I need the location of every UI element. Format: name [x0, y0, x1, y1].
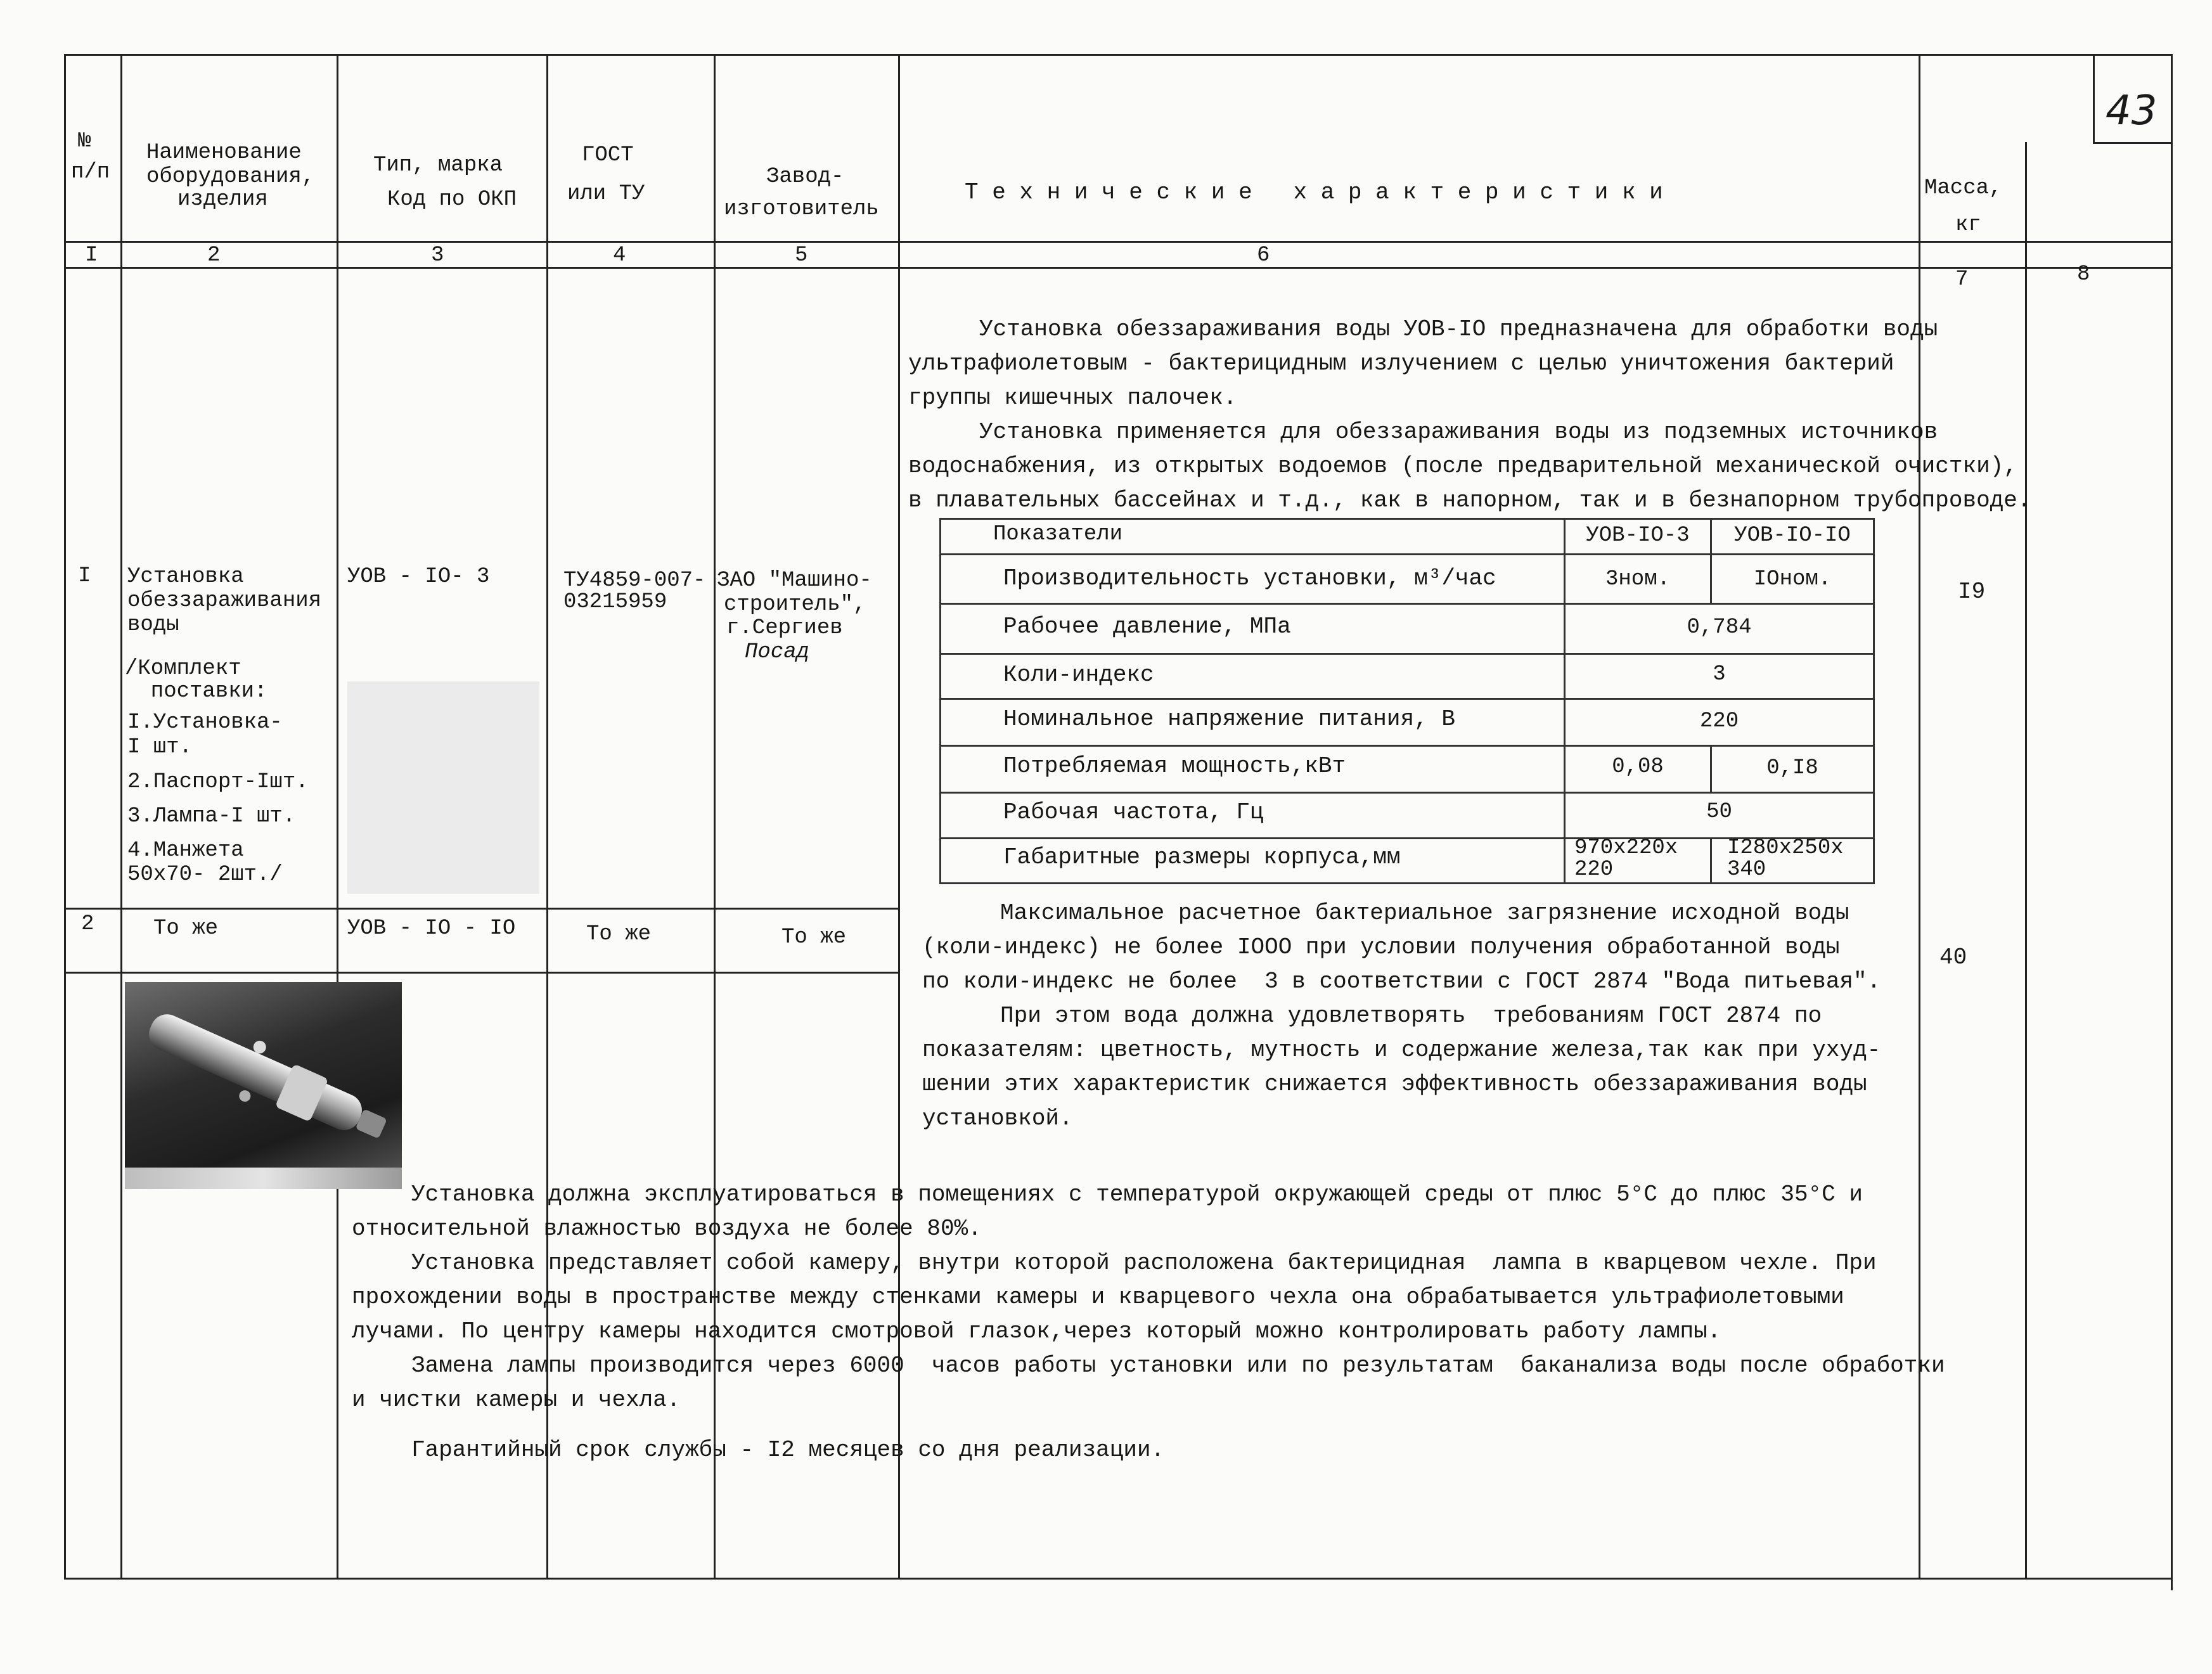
column-number: 3: [431, 243, 444, 267]
kit-line: 50x70- 2шт./: [127, 863, 283, 887]
text-line: Установка обеззараживания воды УОВ-IO предназначена для обработки воды: [979, 316, 1938, 342]
text-line: водоснабжения, из открытых водоемов (после предварительной механической очистки),: [908, 453, 2017, 479]
column-number-row-border: [64, 267, 2171, 269]
header-type: Тип, марка: [373, 153, 503, 177]
page-number-box-border: [2093, 142, 2171, 144]
row-name: обеззараживания: [127, 589, 322, 613]
spec-value: IОном.: [1753, 567, 1832, 591]
kit-line: 4.Манжета: [127, 839, 244, 863]
spec-border: [939, 518, 941, 884]
column-border: [337, 54, 338, 1580]
spec-header: Показатели: [993, 522, 1123, 546]
text-line: Установка применяется для обеззараживания воды из подземных источников: [979, 419, 1938, 445]
spec-border: [939, 553, 1873, 555]
kit-line: поставки:: [125, 679, 267, 704]
product-photo: [125, 982, 402, 1189]
column-border: [714, 54, 716, 1580]
table-top-border: [64, 54, 2171, 56]
row-name: воды: [127, 613, 179, 637]
text-line: по коли-индекс не более 3 в соответствии с ГОСТ 2874 "Вода питьевая".: [922, 969, 1881, 995]
text-line: При этом вода должна удовлетворять требованиям ГОСТ 2874 по: [1000, 1003, 1822, 1029]
spec-border: [939, 653, 1873, 655]
text-line: Установка представляет собой камеру, внутри которой расположена бактерицидная лампа в кварцевом чехле. При: [411, 1250, 1877, 1276]
spec-label: Рабочая частота, Гц: [1003, 799, 1264, 825]
column-number: 6: [1257, 243, 1270, 267]
column-border: [546, 54, 548, 1580]
header-maker: изготовитель: [724, 197, 879, 221]
header-gost: ГОСТ: [582, 143, 634, 167]
header-mass: Масса,: [1924, 176, 2002, 200]
spec-border: [1710, 837, 1712, 882]
photo-caption-band: [125, 1168, 402, 1189]
spec-value: 220: [1574, 858, 1614, 882]
kit-line: I.Установка-: [127, 711, 283, 735]
row-mass: I9: [1958, 579, 1986, 605]
column-number: 2: [207, 243, 221, 267]
row-divider: [64, 908, 898, 910]
text-line: группы кишечных палочек.: [908, 385, 1237, 411]
spec-header: УОВ-IO-3: [1586, 524, 1690, 548]
row-maker: ЗАО "Машино-: [717, 569, 872, 593]
text-line: Замена лампы производится через 6000 часов работы установки или по результатам баканализа воды после обработки: [411, 1353, 1945, 1379]
spec-border: [939, 882, 1873, 884]
text-line: относительной влажностью воздуха не более 80%.: [352, 1216, 982, 1242]
text-line: Установка должна эксплуатироваться в помещениях с температурой окружающей среды от плюс 5°С до плюс 35°С и: [411, 1181, 1863, 1207]
text-line: прохождении воды в пространстве между стенками камеры и кварцевого чехла она обрабатывается ультрафиолетовыми: [352, 1284, 1844, 1310]
header-mass: кг: [1955, 213, 1981, 237]
spec-label: Потребляемая мощность,кВт: [1003, 753, 1346, 779]
row-num: 2: [81, 912, 94, 936]
spec-label: Номинальное напряжение питания, В: [1003, 706, 1455, 732]
uv-lamp-unit-image: [125, 982, 402, 1189]
row-maker: строитель",: [724, 593, 866, 617]
spec-value: 340: [1727, 858, 1766, 882]
row-gost: 03215959: [563, 590, 667, 614]
kit-line: I шт.: [127, 735, 193, 759]
text-line: показателям: цветность, мутность и содержание железа,так как при ухуд-: [922, 1037, 1881, 1063]
table-bottom-border: [64, 1578, 2171, 1580]
header-name: Наименование: [146, 141, 302, 165]
spec-value: 970x220x: [1574, 836, 1678, 860]
text-line: установкой.: [922, 1105, 1073, 1131]
header-maker: Завод-: [766, 165, 844, 189]
page-number: 43: [2106, 87, 2157, 134]
spec-label: Рабочее давление, МПа: [1003, 614, 1291, 640]
row-type: УОВ - IO - IO: [347, 917, 516, 941]
column-border: [1919, 54, 1920, 1580]
spec-value: 50: [1706, 800, 1732, 824]
column-number: 5: [795, 243, 808, 267]
spec-border: [939, 603, 1873, 605]
text-line: шении этих характеристик снижается эффективность обеззараживания воды: [922, 1071, 1867, 1097]
header-num: п/п: [71, 160, 110, 184]
row-name: То же: [153, 917, 219, 941]
column-number: I: [85, 243, 98, 267]
row-maker: г.Сергиев: [726, 616, 843, 640]
text-line: лучами. По центру камеры находится смотровой глазок,через который можно контролировать работу лампы.: [352, 1318, 1721, 1344]
column-border: [898, 54, 900, 1580]
spec-label: Габаритные размеры корпуса,мм: [1003, 844, 1401, 870]
text-line: (коли-индекс) не более IOOO при условии получения обработанной воды: [922, 934, 1840, 960]
row-maker: Посад: [745, 640, 810, 664]
spec-label: Производительность установки, м³/час: [1003, 565, 1496, 591]
column-border: [120, 54, 122, 1580]
table-right-border: [2171, 54, 2173, 1590]
blank-area: [347, 681, 539, 894]
spec-value: I280x250x: [1727, 836, 1844, 860]
row-num: I: [78, 564, 91, 588]
header-gost: или ТУ: [567, 182, 645, 206]
spec-value: 0,784: [1687, 615, 1752, 640]
column-border: [2025, 142, 2027, 1580]
spec-header: УОВ-IO-IO: [1734, 524, 1851, 548]
page-number-box-border: [2093, 56, 2095, 144]
kit-line: /Комплект: [125, 657, 241, 681]
spec-value: 0,I8: [1766, 756, 1818, 780]
header-num: №: [78, 129, 91, 153]
spec-border: [939, 518, 1873, 520]
column-border: [64, 54, 66, 1580]
header-bottom-border: [64, 241, 2171, 243]
column-number: 7: [1955, 267, 1969, 292]
column-number: 4: [613, 243, 626, 267]
row-type: УОВ - IO- 3: [347, 565, 490, 589]
header-name: изделия: [177, 188, 268, 212]
spec-value: 220: [1699, 709, 1739, 733]
row-mass: 40: [1939, 944, 1967, 970]
row-name: Установка: [127, 565, 244, 589]
spec-value: 3ном.: [1605, 567, 1671, 591]
header-tech: Т е х н и ч е с к и е х а р а к т е р и с т и к и: [965, 179, 1663, 205]
spec-value: 3: [1713, 662, 1726, 686]
text-line: Максимальное расчетное бактериальное загрязнение исходной воды: [1000, 900, 1849, 926]
spec-value: 0,08: [1612, 755, 1664, 779]
row-maker: То же: [781, 925, 847, 950]
row-divider: [64, 972, 898, 974]
text-line: ультрафиолетовым - бактерицидным излучением с целью уничтожения бактерий: [908, 351, 1894, 377]
text-line: и чистки камеры и чехла.: [352, 1387, 681, 1413]
kit-line: 3.Лампа-I шт.: [127, 804, 296, 828]
header-name: оборудования,: [146, 165, 315, 189]
header-type: Код по ОКП: [387, 188, 517, 212]
text-line: в плавательных бассейнах и т.д., как в напорном, так и в безнапорном трубопроводе.: [908, 487, 2031, 513]
spec-label: Коли-индекс: [1003, 662, 1154, 688]
spec-border: [939, 792, 1873, 794]
spec-border: [939, 745, 1873, 747]
row-gost: ТУ4859-007-: [563, 569, 706, 593]
kit-line: 2.Паспорт-Iшт.: [127, 770, 309, 794]
row-gost: То же: [586, 922, 652, 946]
column-number: 8: [2077, 262, 2090, 287]
spec-border: [939, 698, 1873, 700]
spec-border: [1873, 518, 1875, 884]
text-line: Гарантийный срок службы - I2 месяцев со дня реализации.: [411, 1437, 1165, 1463]
